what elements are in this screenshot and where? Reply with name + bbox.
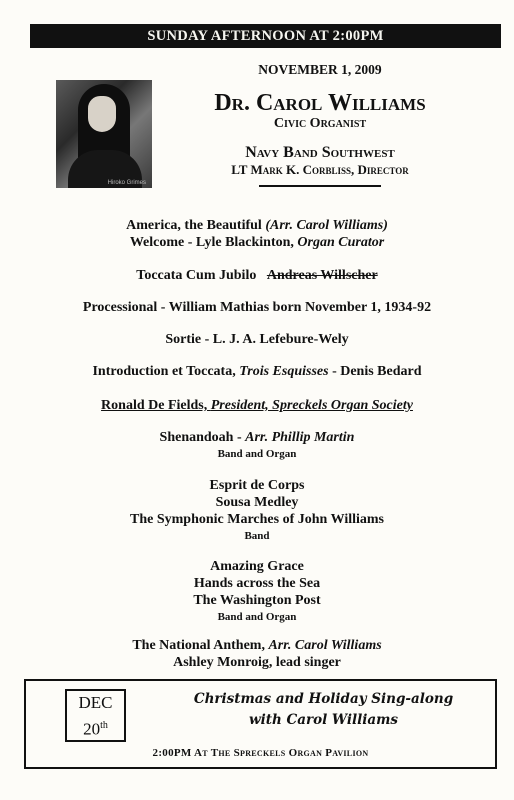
program-item-processional: Processional - William Mathias born November 1, 1934-92 xyxy=(82,300,432,315)
event-title: Christmas and Holiday Sing-along with Carol Williams xyxy=(193,691,454,728)
photo-face xyxy=(88,96,116,132)
program-item-anthem: The National Anthem, Arr. Carol Williams Ashley Monroig, lead singer xyxy=(132,638,382,670)
performer-name: Dr. Carol Williams xyxy=(214,90,426,116)
photo-credit: Hiroko Grimes xyxy=(107,180,146,186)
time-banner: SUNDAY AFTERNOON AT 2:00PM xyxy=(30,24,501,48)
concert-date: NOVEMBER 1, 2009 xyxy=(258,62,382,77)
program-item-shenandoah: Shenandoah - Arr. Phillip Martin Band and Organ xyxy=(159,430,355,460)
concert-header xyxy=(170,62,470,187)
event-month: DEC xyxy=(78,693,113,712)
program-item-speaker: Ronald De Fields, President, Spreckels Organ Society xyxy=(101,398,413,413)
upcoming-event-box xyxy=(24,679,497,769)
program-item-sortie: Sortie - L. J. A. Lefebure-Wely xyxy=(165,332,349,347)
program-item-marches: Esprit de Corps Sousa Medley The Symphonic Marches of John Williams Band xyxy=(130,478,384,542)
program-item-introduction: Introduction et Toccata, Trois Esquisses - Denis Bedard xyxy=(92,364,422,379)
event-venue: 2:00PM At The Spreckels Organ Pavilion xyxy=(152,747,369,759)
event-day: 20th xyxy=(83,719,108,739)
band-name: Navy Band Southwest xyxy=(245,144,395,161)
performer-role: Civic Organist xyxy=(273,116,367,131)
event-date-box xyxy=(65,689,126,742)
header-divider xyxy=(259,185,381,187)
program-item-toccata: Toccata Cum Jubilo Andreas Willscher xyxy=(136,268,378,283)
band-director: LT Mark K. Corbliss, Director xyxy=(231,162,409,177)
program-item-america: America, the Beautiful (Arr. Carol Williams) Welcome - Lyle Blackinton, Organ Curator xyxy=(126,218,388,250)
program-item-medley: Amazing Grace Hands across the Sea The Washington Post Band and Organ xyxy=(193,559,321,623)
organist-photo xyxy=(56,80,152,188)
